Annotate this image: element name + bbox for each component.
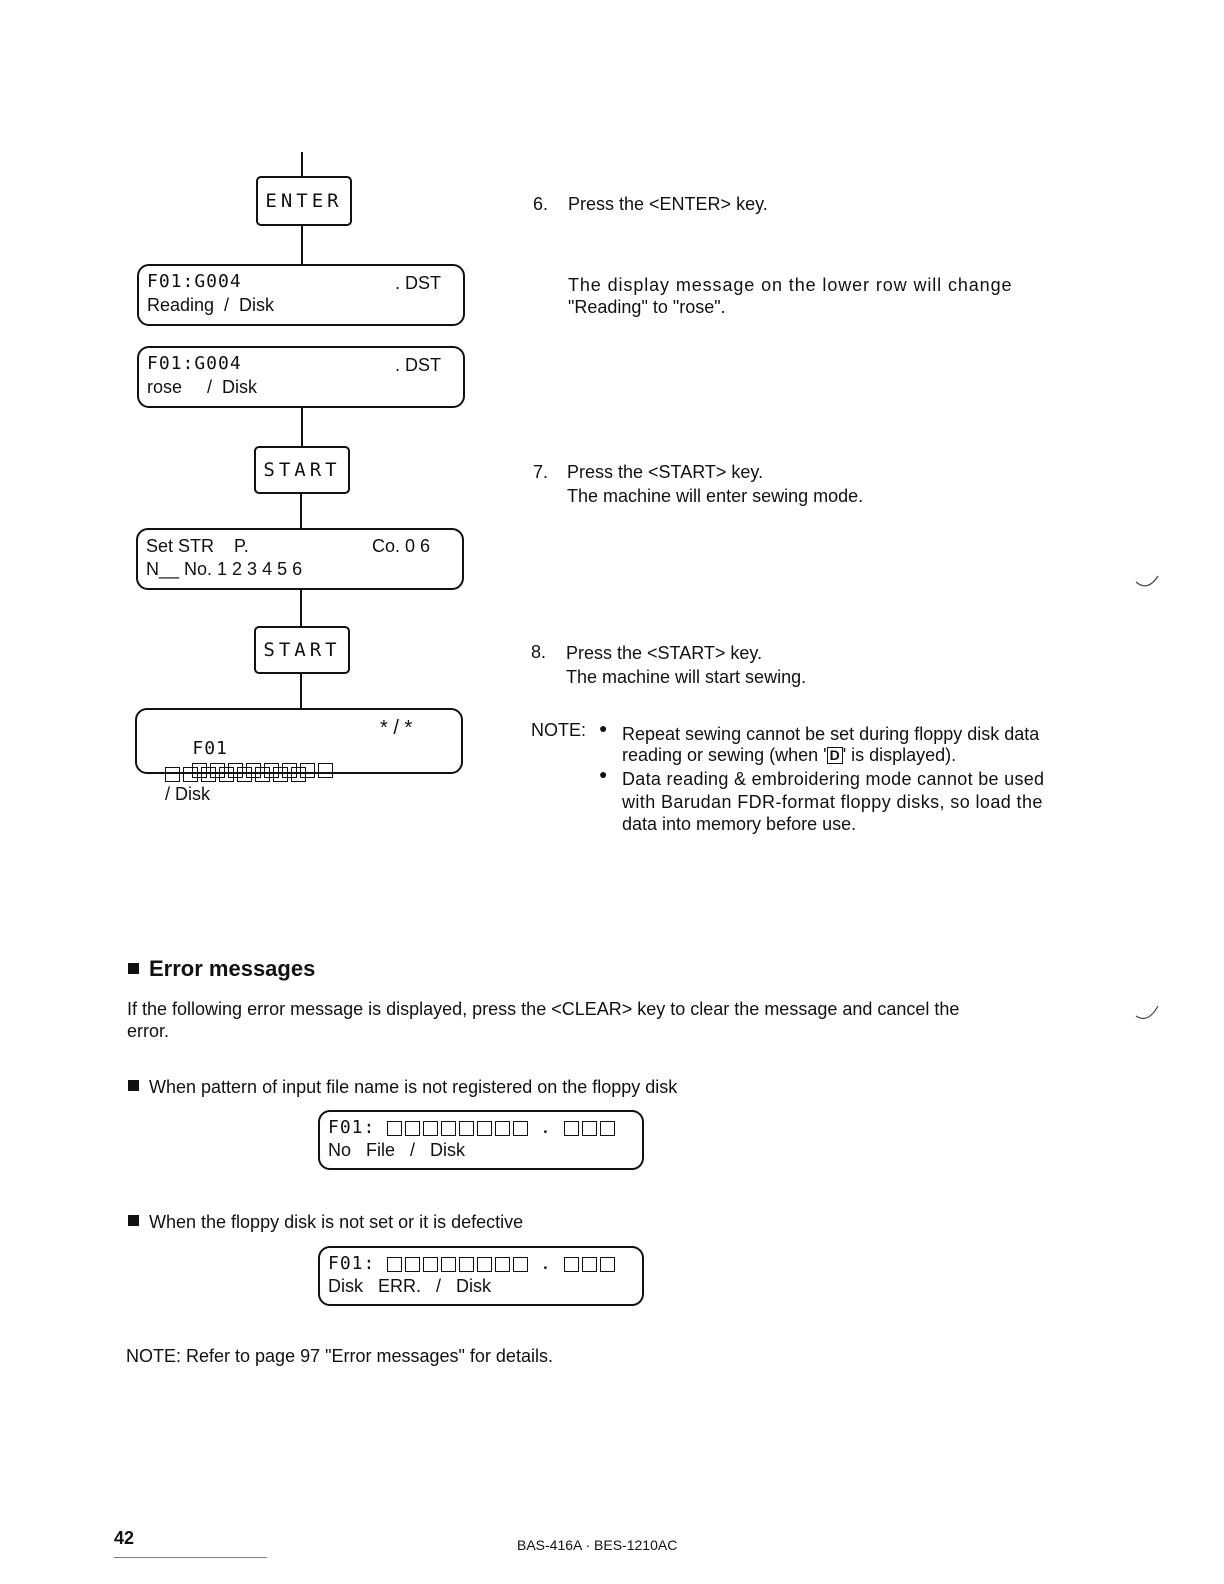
lcd-row1: F01: . bbox=[328, 1117, 615, 1138]
error-intro-line-2: error. bbox=[127, 1021, 170, 1041]
error-case-title-text: When pattern of input file name is not registered on the floppy disk bbox=[149, 1077, 678, 1097]
lcd-row1-prefix: F01: bbox=[328, 1117, 376, 1138]
start-key bbox=[254, 446, 350, 494]
square-bullet-icon bbox=[128, 1215, 139, 1226]
step-6-text: Press the <ENTER> key. bbox=[568, 194, 768, 214]
note-text: reading or sewing (when ' bbox=[622, 745, 827, 765]
char-boxes bbox=[387, 1121, 528, 1136]
lcd-row1-ext: . DST bbox=[395, 355, 442, 375]
lcd-row1-ext: Co. 0 6 bbox=[372, 536, 431, 556]
lcd-row1: F01:G004 bbox=[147, 271, 242, 292]
flow-connector bbox=[300, 672, 302, 708]
step-8-detail: The machine will start sewing. bbox=[566, 667, 807, 687]
disk-indicator-glyph: D bbox=[827, 747, 843, 764]
error-case-1-title bbox=[128, 1075, 677, 1099]
step-8-text: Press the <START> key. bbox=[566, 643, 763, 663]
flow-connector bbox=[301, 152, 303, 176]
step-number: 6. bbox=[533, 194, 549, 214]
scan-mark-icon bbox=[1134, 1000, 1164, 1024]
square-bullet-icon bbox=[128, 1080, 139, 1091]
lcd-display-reading bbox=[137, 264, 465, 326]
flow-connector bbox=[300, 492, 302, 528]
lcd-row1: F01:G004 bbox=[147, 353, 242, 374]
error-case-title-text: When the floppy disk is not set or it is defective bbox=[149, 1212, 524, 1232]
footer-rule bbox=[114, 1557, 267, 1558]
step-number: 7. bbox=[533, 462, 549, 482]
flow-connector bbox=[301, 224, 303, 264]
lcd-row2: Disk ERR. / Disk bbox=[328, 1276, 492, 1296]
lcd-row1: F01: . bbox=[328, 1253, 615, 1274]
step-7-text: Press the <START> key. bbox=[567, 462, 764, 482]
lcd-row2-suffix: / Disk bbox=[165, 784, 211, 804]
lcd-row2: rose / Disk bbox=[147, 377, 258, 397]
lcd-display-set-str bbox=[136, 528, 464, 590]
enter-key-label: ENTER bbox=[265, 190, 343, 212]
note-bullet-1-line-2 bbox=[622, 743, 956, 767]
lcd-error-no-file bbox=[318, 1110, 644, 1170]
lcd-row1-prefix: F01 bbox=[192, 738, 228, 759]
note-bullet-2-line-2: with Barudan FDR-format floppy disks, so load the bbox=[622, 792, 1043, 812]
bullet: ● bbox=[599, 766, 608, 782]
error-case-2-title bbox=[128, 1210, 523, 1234]
note-bullet-2-line-1: Data reading & embroidering mode cannot be used bbox=[622, 769, 1045, 789]
flow-connector bbox=[300, 590, 302, 626]
start-key-label: START bbox=[263, 459, 341, 481]
note-bullet-2-line-3: data into memory before use. bbox=[622, 814, 857, 834]
char-boxes bbox=[564, 1257, 615, 1272]
section-heading-text: Error messages bbox=[149, 956, 316, 981]
note-bullet-1-line-1: Repeat sewing cannot be set during floppy disk data bbox=[622, 724, 1040, 744]
lcd-display-rose bbox=[137, 346, 465, 408]
error-note: NOTE: Refer to page 97 "Error messages" for details. bbox=[126, 1346, 553, 1366]
step-6-detail-1: The display message on the lower row will change bbox=[568, 275, 1013, 295]
char-boxes bbox=[564, 1121, 615, 1136]
model-code: BAS-416A · BES-1210AC bbox=[517, 1537, 678, 1553]
start-key bbox=[254, 626, 350, 674]
lcd-display-sewing bbox=[135, 708, 463, 804]
square-bullet-icon bbox=[128, 963, 139, 974]
step-number: 8. bbox=[531, 642, 547, 662]
note-label: NOTE: bbox=[531, 720, 587, 740]
lcd-row2: Reading / Disk bbox=[147, 295, 275, 315]
step-6-detail-2: "Reading" to "rose". bbox=[568, 297, 726, 317]
lcd-row1: Set STR P. bbox=[146, 536, 249, 556]
section-heading bbox=[128, 956, 315, 982]
step-7-detail: The machine will enter sewing mode. bbox=[567, 486, 864, 506]
lcd-error-disk-err bbox=[318, 1246, 644, 1306]
scan-mark-icon bbox=[1134, 566, 1164, 590]
char-boxes bbox=[387, 1257, 528, 1272]
bullet: ● bbox=[599, 720, 608, 736]
lcd-row2: N__ No. 1 2 3 4 5 6 bbox=[146, 559, 303, 579]
start-key-label: START bbox=[263, 639, 341, 661]
error-intro-line-1: If the following error message is displayed, press the <CLEAR> key to clear the message and cancel the bbox=[127, 999, 960, 1019]
flow-connector bbox=[301, 408, 303, 446]
enter-key bbox=[256, 176, 352, 226]
lcd-row1-prefix: F01: bbox=[328, 1253, 376, 1274]
note-text: ' is displayed). bbox=[842, 745, 957, 765]
page-number: 42 bbox=[114, 1528, 135, 1548]
lcd-row2 bbox=[145, 742, 306, 826]
lcd-row1-ext: . DST bbox=[395, 273, 442, 293]
lcd-row1-counter: * / * bbox=[380, 717, 413, 739]
char-boxes bbox=[165, 767, 306, 782]
lcd-row2: No File / Disk bbox=[328, 1140, 466, 1160]
